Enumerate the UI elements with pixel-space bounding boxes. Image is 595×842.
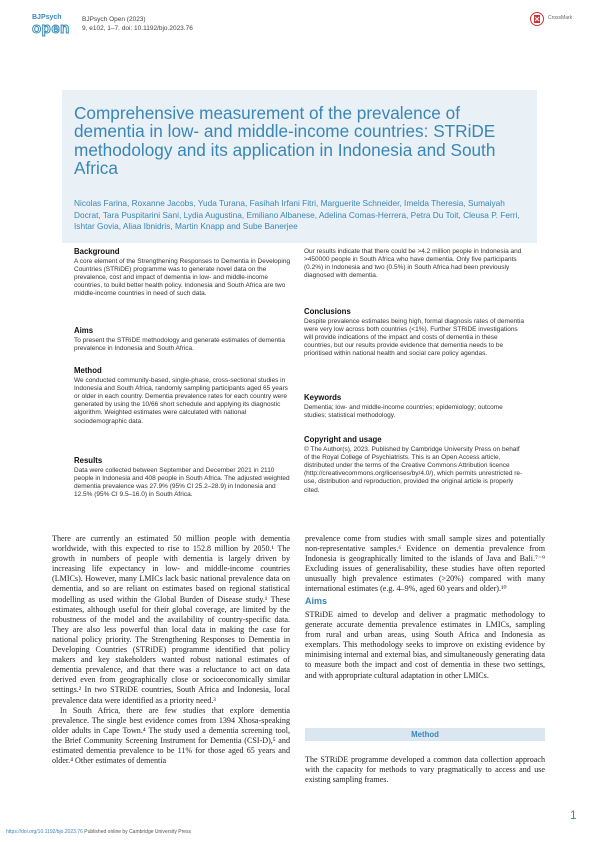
doi-link[interactable]: https://doi.org/10.1192/bjo.2023.76: [6, 829, 83, 835]
body-left-column: [52, 534, 290, 766]
aims-section-text: [305, 610, 545, 681]
abstract-conclusions: [304, 308, 526, 359]
aims-section-heading: Aims: [305, 596, 328, 606]
logo-small-text: BJPsych: [32, 14, 62, 21]
results-continued-text: Our results indicate that there could be >4.2 million people in Indonesia and >450000 people in South Africa who have dementia. Only five participants (0.2%) in Indonesia and two (0.5%) in South Africa had been previously diagnosed with dementia.: [304, 248, 522, 280]
background-text: A core element of the Strengthening Responses to Dementia in Developing Countries (STRiDE) programme was to generate novel data on the prevalence, cost and impact of dementia in low- and middle-income countries, to build better health policy. Indonesia and South Africa are two middle-income countries in need of such data.: [74, 258, 291, 298]
crossmark-label[interactable]: CrossMark: [548, 15, 573, 21]
copyright-heading: Copyright and usage: [304, 435, 382, 444]
keywords-heading: Keywords: [304, 393, 342, 402]
author-list: Nicolas Farina, Roxanne Jacobs, Yuda Turana, Fasihah Irfani Fitri, Marguerite Schneider, Imelda Theresia, Sumaiyah Docrat, Tara Puspitarini Sani, Lydia Augustina, Emiliano Albanese, Adelina Comas-Herrera, Petra Du Toit, Cleusa P. Ferri, Ishtar Govia, Aliaa Ibnidris, Martin Knapp and Sube Banerjee: [74, 198, 520, 231]
method-text: We conducted community-based, single-phase, cross-sectional studies in Indonesia and South Africa, randomly sampling participants aged 65 years or older in each country. Dementia prevalence rates for each country were generated by using the 10/66 short schedule and applying its diagnostic algorithm. Weighted estimates were calculated with national sociodemographic data.: [74, 377, 288, 425]
abstract-copyright: [304, 436, 526, 495]
aims-text: To present the STRiDE methodology and generate estimates of dementia prevalence in Indonesia and South Africa.: [74, 337, 286, 353]
method-section-heading: Method: [411, 730, 439, 739]
method-section-text: [305, 755, 545, 785]
results-heading: Results: [74, 456, 103, 465]
crossmark-icon[interactable]: [530, 11, 544, 27]
background-heading: Background: [74, 247, 120, 256]
conclusions-heading: Conclusions: [304, 307, 351, 316]
abstract-aims: [74, 327, 294, 353]
footer: [6, 829, 191, 835]
journal-line: BJPsych Open (2023): [82, 16, 146, 23]
aims-heading: Aims: [74, 326, 94, 335]
abstract-background: [74, 248, 294, 299]
abstract-results: [74, 457, 294, 499]
journal-logo: [32, 14, 70, 36]
body-right-column: [305, 534, 545, 595]
body-paragraph: prevalence come from studies with small sample sizes and potentially non-representative samples.⁶ Evidence on dementia prevalence from Indonesia is geographically limited to the islands of Java and Bali.⁷⁻⁹ Excluding issues of generalisability, these studies have often reported unusually high prevalence estimates (>20%) compared with many international estimates (e.g. 4–9%, aged 60 years and older).¹⁰: [305, 534, 545, 594]
body-paragraph: In South Africa, there are few studies that explore dementia prevalence. The single best evidence comes from 1394 Xhosa-speaking older adults in Cape Town.⁴ The study used a dementia screening tool, the Brief Community Screening Instrument for Dementia (CSI-D),⁵ and estimated dementia prevalence to be 11% for those aged 65 years and older.⁴ Other estimates of dementia: [52, 705, 290, 766]
abstract-results-continued: [304, 248, 526, 280]
conclusions-text: Despite prevalence estimates being high, formal diagnosis rates of dementia were very low across both countries (<1%). Further STRiDE investigations will provide indications of the impact and costs of dementia in these countries, but our results provide evidence that dementia needs to be prioritised within national health and social care policy agendas.: [304, 318, 525, 358]
body-paragraph: There are currently an estimated 50 million people with dementia worldwide, with this expected to rise to 152.8 million by 2050.¹ The growth in numbers of people with dementia is largely driven by increasing life expectancy in low- and middle-income countries (LMICs). However, many LMICs lack basic national prevalence data on dementia, and so are reliant on estimates based on regional statistical modelling as used within the Global Burden of Disease study.¹ These estimates, although useful for their global coverage, are limited by the robustness of the model and the availability of country-specific data. They are also less powerful than local data in making the case for national policy priority. The Strengthening Responses to Dementia in Developing Countries (STRiDE) programme identified that policy makers and key stakeholders wanted robust national estimates of dementia prevalence, and that there was a reluctance to act on data derived even from geographically close or socioeconomically similar settings.² In two STRiDE countries, South Africa and Indonesia, local prevalence data were identified as a priority need.³: [52, 534, 290, 705]
body-paragraph: The STRiDE programme developed a common data collection approach with the capacity for methods to vary pragmatically to access and use existing sampling frames.: [305, 755, 545, 785]
page-number: 1: [570, 808, 577, 822]
keywords-text: Dementia; low- and middle-income countries; epidemiology; outcome studies; statistical methodology.: [304, 404, 503, 420]
method-heading: Method: [74, 366, 102, 375]
volume-line: 9, e102, 1–7. doi: 10.1192/bjo.2023.76: [82, 25, 193, 32]
journal-citation: [82, 15, 193, 33]
article-title: Comprehensive measurement of the prevalence of dementia in low- and middle-income countries: STRiDE methodology and its application in Indonesia and South Africa: [74, 103, 496, 179]
published-text: Published online by Cambridge University Press: [82, 829, 192, 835]
copyright-text: © The Author(s), 2023. Published by Cambridge University Press on behalf of the Royal College of Psychiatrists. This is an Open Access article, distributed under the terms of the Creative Commons Attribution licence (http://creativecommons.org/licenses/by/4.0/), which permits unrestricted re-use, distribution and reproduction, provided the original article is properly cited.: [304, 446, 523, 494]
body-paragraph: STRiDE aimed to develop and deliver a pragmatic methodology to generate accurate dementia prevalence estimates in LMICs, sampling from rural and urban areas, using South Africa and Indonesia as exemplars. This methodology seeks to improve on existing evidence by minimising internal and external bias, and simultaneously generating data to measure both the impact and cost of dementia in these two settings, and with appropriate cultural adaptation in other LMICs.: [305, 610, 545, 680]
results-text: Data were collected between September and December 2021 in 2110 people in Indonesia and 408 people in South Africa. The adjusted weighted dementia prevalence was 27.9% (95% CI 25.2–28.9) in Indonesia and 12.5% (95% CI 9.5–16.0) in South Africa.: [74, 467, 290, 499]
abstract-method: [74, 367, 294, 426]
method-section-bar: [305, 728, 545, 741]
abstract-keywords: [304, 394, 526, 420]
logo-big-text: open: [32, 20, 70, 37]
